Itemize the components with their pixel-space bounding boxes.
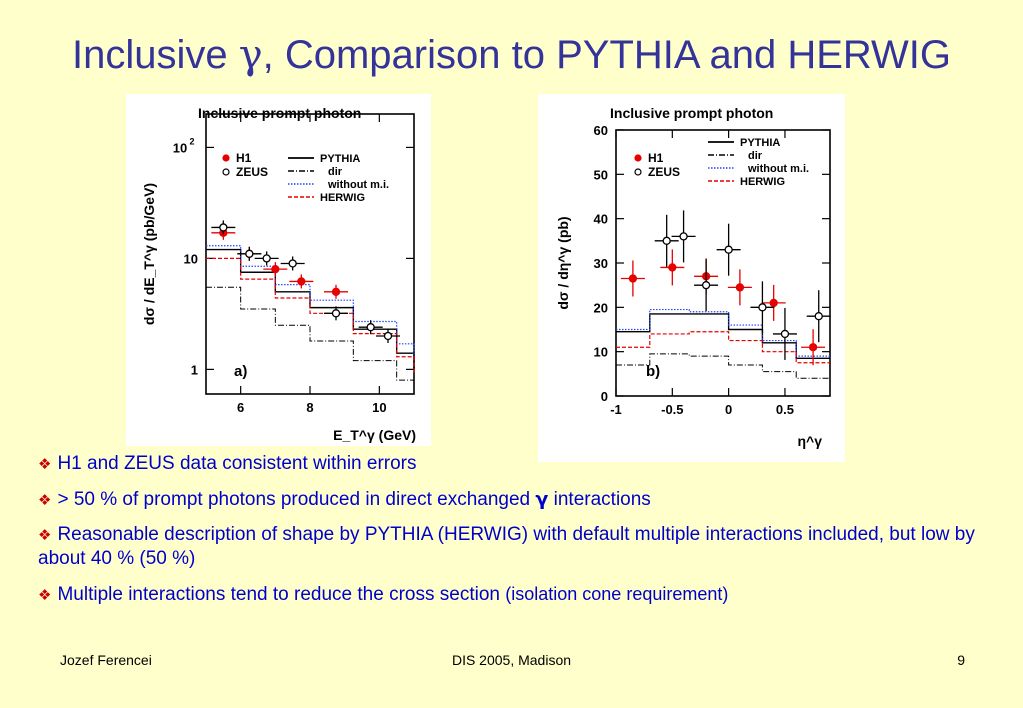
footer-page-number: 9: [957, 652, 965, 668]
zeus-data-point: [385, 332, 392, 339]
bullet-text: Reasonable description of shape by PYTHIA (HERWIG) with default multiple interactions included, but low by about 40 % (50 %): [38, 524, 975, 569]
bullet-marker-icon: ❖: [38, 586, 52, 604]
legend-label: H1: [648, 151, 664, 165]
legend-marker: [635, 155, 641, 161]
legend-label: dir: [328, 166, 343, 178]
zeus-data-point: [367, 324, 374, 331]
bullet-gamma: γ: [535, 488, 549, 510]
bullet-marker-icon: ❖: [38, 526, 52, 544]
bullet-text: > 50 % of prompt photons produced in direct exchanged: [57, 489, 536, 510]
footer-author: Jozef Ferencei: [60, 652, 152, 668]
zeus-data-point: [246, 250, 253, 257]
x-tick-label: -0.5: [661, 402, 684, 417]
zeus-data-point: [663, 237, 670, 244]
slide-title: [0, 30, 1023, 80]
h1-data-point: [770, 299, 777, 306]
y-tick-label: 10: [183, 251, 198, 267]
y-tick-label: 0: [600, 389, 608, 404]
plot-b-svg: [538, 94, 845, 462]
zeus-data-point: [333, 310, 340, 317]
y-tick-label-exp: 2: [189, 136, 195, 147]
histogram-pythia: [616, 314, 830, 358]
h1-data-point: [298, 278, 305, 285]
x-tick-label: 0.5: [775, 402, 794, 417]
y-tick-label: 1: [190, 362, 198, 378]
panel-label: a): [234, 363, 248, 380]
x-tick-label: 6: [237, 400, 245, 415]
h1-data-point: [669, 264, 676, 271]
title-gamma: γ: [238, 32, 263, 78]
footer-event: DIS 2005, Madison: [451, 652, 572, 668]
legend-marker: [223, 155, 229, 161]
zeus-data-point: [759, 304, 766, 311]
bullet-marker-icon: ❖: [38, 491, 52, 509]
bullet-2: [38, 487, 1003, 512]
zeus-data-point: [781, 330, 788, 337]
histogram-pythia: [206, 250, 414, 370]
y-axis-label: dσ / dE_T^γ (pb/GeV): [141, 182, 157, 326]
x-tick-label: 10: [372, 400, 387, 415]
legend-label: dir: [748, 150, 763, 162]
zeus-data-point: [815, 313, 822, 320]
h1-data-point: [810, 344, 817, 351]
zeus-data-point: [289, 260, 296, 267]
y-tick-label: 50: [593, 167, 608, 183]
legend-label: without m.i.: [328, 179, 390, 191]
legend-label: PYTHIA: [740, 137, 781, 149]
x-axis-label: E_T^γ (GeV): [333, 427, 416, 443]
zeus-data-point: [263, 255, 270, 262]
histogram-without-m-i-: [616, 310, 830, 357]
title-text: Inclusive: [71, 33, 239, 77]
bullet-text: H1 and ZEUS data consistent within errors: [57, 453, 417, 474]
panel-label: b): [646, 363, 661, 380]
h1-data-point: [272, 266, 279, 273]
x-tick-label: -1: [610, 402, 622, 417]
bullet-4: [38, 582, 1003, 607]
y-axis-label: dσ / dη^γ (pb): [555, 216, 571, 310]
y-tick-label: 60: [593, 123, 608, 138]
bullet-3: [38, 523, 1003, 571]
plot-a-et-distribution: [126, 94, 431, 446]
zeus-data-point: [703, 282, 710, 289]
title-text-rest: , Comparison to PYTHIA and HERWIG: [262, 33, 952, 77]
zeus-data-point: [220, 224, 227, 231]
y-tick-label: 40: [593, 211, 608, 227]
h1-data-point: [629, 275, 636, 282]
bullet-marker-icon: ❖: [38, 455, 52, 473]
h1-data-point: [736, 284, 743, 291]
legend-marker: [223, 169, 229, 175]
y-tick-label: 10: [172, 140, 188, 156]
bullet-note: (isolation cone requirement): [505, 584, 729, 604]
bullet-1: [38, 452, 1003, 476]
plot-a-svg: [126, 94, 431, 446]
legend-label: HERWIG: [740, 176, 786, 188]
y-tick-label: 10: [593, 344, 608, 360]
x-tick-label: 8: [306, 400, 314, 415]
bullet-list: [38, 452, 1003, 618]
bullet-text-rest: interactions: [548, 489, 651, 510]
legend-label: PYTHIA: [320, 153, 361, 165]
y-tick-label: 30: [593, 256, 608, 271]
legend-label: without m.i.: [748, 163, 810, 175]
y-tick-label: 20: [593, 300, 608, 316]
legend-label: ZEUS: [648, 165, 681, 179]
x-axis-label: η^γ: [797, 433, 822, 449]
bullet-text: Multiple interactions tend to reduce the cross section: [57, 584, 500, 605]
legend-label: ZEUS: [236, 165, 269, 179]
zeus-data-point: [680, 233, 687, 240]
legend-marker: [635, 169, 641, 175]
legend-label: H1: [236, 151, 252, 165]
h1-data-point: [333, 288, 340, 295]
histogram-herwig: [206, 258, 414, 374]
plot-b-eta-distribution: [538, 94, 845, 462]
legend-label: HERWIG: [320, 192, 366, 204]
x-tick-label: 0: [725, 402, 733, 417]
zeus-data-point: [725, 246, 732, 253]
plot-title: Inclusive prompt photon: [610, 105, 774, 121]
plot-title: Inclusive prompt photon: [198, 105, 362, 121]
